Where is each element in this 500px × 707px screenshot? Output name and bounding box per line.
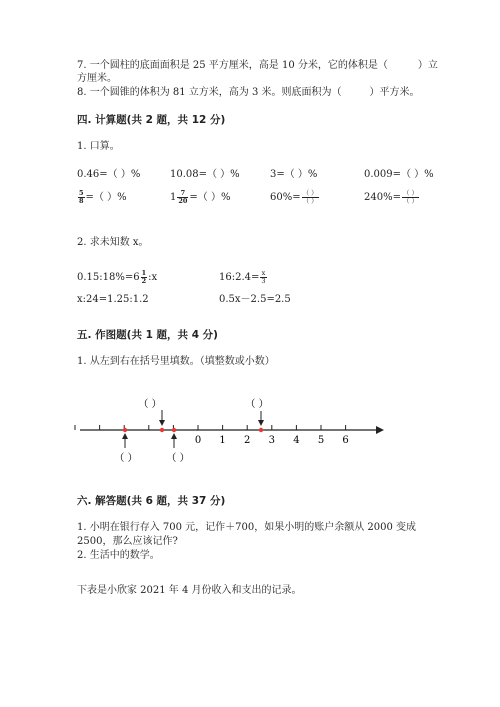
oral-calc-title: 1. 口算。	[77, 141, 120, 152]
oral-calc-7[interactable]: 60%= $\frac{( )}{( )}$	[270, 189, 318, 205]
arrow-head-icon	[376, 426, 384, 434]
question-7-line2: 方厘米。	[77, 73, 117, 84]
q7-text: 7. 一个圆柱的底面面积是 25 平方厘米，高是 10 分米，它的体积是（	[77, 60, 388, 71]
oral-calc-8[interactable]: 240%= $\frac{( )}{( )}$	[364, 189, 419, 205]
numberline-question: 1. 从左到右在括号里填数。（填整数或小数）	[77, 356, 275, 367]
fraction-7-20: $\frac{7}{20}$	[178, 189, 188, 205]
fraction-5-8: $\frac{5}{8}$	[79, 189, 84, 205]
oral-calc-1[interactable]: 0.46=（ ）%	[77, 169, 141, 180]
blank-fraction: $\frac{( )}{( )}$	[302, 189, 318, 205]
up-arrow-head-icon	[171, 433, 177, 439]
fraction-x-3: $\frac{x}{3}$	[261, 269, 266, 285]
tick-label-6: 6	[342, 435, 349, 446]
q7-text-end: ）立	[417, 60, 438, 71]
number-line-diagram	[70, 385, 390, 465]
red-point	[160, 428, 164, 432]
answer-question-2: 2. 生活中的数学。	[77, 550, 160, 561]
q8-text-end: ）平方米。	[369, 87, 420, 98]
table-intro-text: 下表是小欣家 2021 年 4 月份收入和支出的记录。	[77, 585, 302, 596]
equation-1[interactable]: 0.15:18%=6 $\frac{1}{2}$ :x	[77, 269, 158, 285]
blank-above-left[interactable]: （ ）	[138, 399, 162, 410]
equation-3[interactable]: x:24=1.25:1.2	[77, 294, 149, 305]
equation-2[interactable]: 16:2.4= $\frac{x}{3}$	[219, 269, 266, 285]
blank-above-right[interactable]: （ ）	[245, 399, 269, 410]
tick-label-0: 0	[194, 435, 202, 446]
oral-calc-2[interactable]: 10.08=（ ）%	[170, 169, 240, 180]
tick-label-2: 2	[244, 435, 251, 446]
red-point	[172, 428, 176, 432]
answer-question-1-line1: 1. 小明在银行存入 700 元，记作＋700，如果小明的账户余额从 2000 变成	[77, 522, 417, 533]
oral-calc-5[interactable]: $\frac{5}{8}$ =（ ）%	[79, 189, 127, 205]
tick-label-4: 4	[293, 435, 300, 446]
up-arrow-head-icon	[122, 433, 128, 439]
tick-label-1: 1	[219, 435, 226, 446]
q8-text: 8. 一个圆锥的体积为 81 立方米，高为 3 米。则底面积为（	[77, 87, 342, 98]
down-arrow-head-icon	[159, 420, 165, 426]
tick-label-5: 5	[317, 435, 325, 446]
question-7-line1	[77, 59, 438, 72]
oral-calc-3[interactable]: 3=（ ）%	[270, 169, 318, 180]
section-5-heading: 五. 作图题(共 1 题，共 4 分)	[77, 329, 218, 341]
down-arrow-head-icon	[258, 420, 264, 426]
oral-calc-4[interactable]: 0.009=（ ）%	[364, 169, 434, 180]
oral-calc-6[interactable]: 1 $\frac{7}{20}$ =（ ）%	[170, 189, 231, 205]
equation-4[interactable]: 0.5x－2.5=2.5	[219, 294, 291, 305]
question-8	[77, 86, 420, 99]
section-6-heading: 六. 解答题(共 6 题，共 37 分)	[77, 495, 226, 507]
fraction-1-2: $\frac{1}{2}$	[141, 269, 147, 285]
blank-fraction: $\frac{( )}{( )}$	[402, 189, 419, 205]
answer-question-1-line2: 2500，那么应该记作?	[77, 536, 178, 547]
blank-below-left[interactable]: （ ）	[114, 453, 138, 464]
red-point	[123, 428, 127, 432]
blank-below-right[interactable]: （ ）	[166, 453, 190, 464]
red-point	[259, 428, 263, 432]
tick-label-3: 3	[268, 435, 275, 446]
solve-x-title: 2. 求未知数 x。	[77, 237, 149, 248]
section-4-heading: 四. 计算题(共 2 题，共 12 分)	[77, 114, 226, 126]
